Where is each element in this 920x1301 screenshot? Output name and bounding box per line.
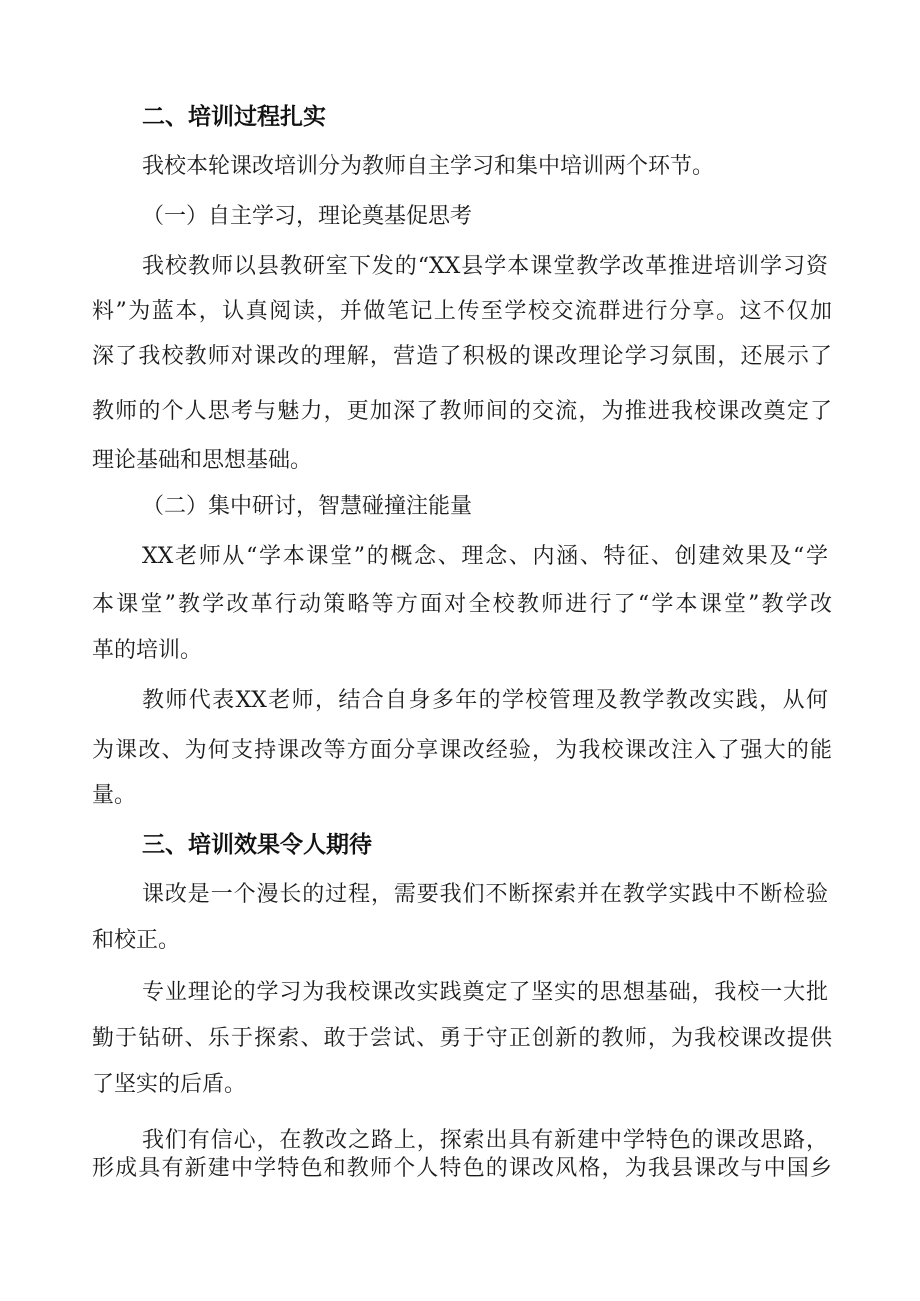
subheading-group-discussion: （二）集中研讨，智慧碰撞注能量	[142, 494, 473, 519]
para3-line2: 为课改、为何支持课改等方面分享课改经验，为我校课改注入了强大的能	[92, 738, 832, 763]
para3-line1: 教师代表XX老师，结合自身多年的学校管理及教学教改实践，从何	[142, 688, 828, 713]
para5-line2: 勤于钻研、乐于探索、敢于尝试、勇于守正创新的教师，为我校课改提供	[92, 1026, 832, 1051]
para2-line2: 本课堂”教学改革行动策略等方面对全校教师进行了“学本课堂”教学改	[92, 592, 832, 617]
para4-line2: 和校正。	[92, 928, 181, 953]
para6-line1: 我们有信心，在教改之路上，探索出具有新建中学特色的课改思路，	[142, 1128, 828, 1153]
para4-line1: 课改是一个漫长的过程，需要我们不断探索并在教学实践中不断检验	[142, 882, 828, 907]
section-heading-training-effect: 三、培训效果令人期待	[142, 832, 372, 858]
para6-line2: 形成具有新建中学特色和教师个人特色的课改风格，为我县课改与中国乡	[92, 1156, 832, 1181]
para5-line1: 专业理论的学习为我校课改实践奠定了坚实的思想基础，我校一大批	[142, 980, 828, 1005]
para1-line5: 理论基础和思想基础。	[92, 448, 313, 473]
para2-line3: 革的培训。	[92, 638, 203, 663]
section-heading-training-process: 二、培训过程扎实	[142, 104, 326, 130]
para1-line1: 我校教师以县教研室下发的“XX县学本课堂教学改革推进培训学习资	[142, 254, 828, 279]
para2-line1: XX老师从“学本课堂”的概念、理念、内涵、特征、创建效果及“学	[142, 544, 828, 569]
para3-line3: 量。	[92, 783, 137, 808]
para1-line3: 深了我校教师对课改的理解，营造了积极的课改理论学习氛围，还展示了	[92, 344, 832, 369]
para1-line4: 教师的个人思考与魅力，更加深了教师间的交流，为推进我校课改奠定了	[92, 399, 832, 424]
section2-intro-paragraph: 我校本轮课改培训分为教师自主学习和集中培训两个环节。	[142, 154, 715, 179]
subheading-self-study: （一）自主学习，理论奠基促思考	[142, 204, 473, 229]
para5-line3: 了坚实的后盾。	[92, 1072, 247, 1097]
para1-line2: 料”为蓝本，认真阅读，并做笔记上传至学校交流群进行分享。这不仅加	[92, 299, 832, 324]
